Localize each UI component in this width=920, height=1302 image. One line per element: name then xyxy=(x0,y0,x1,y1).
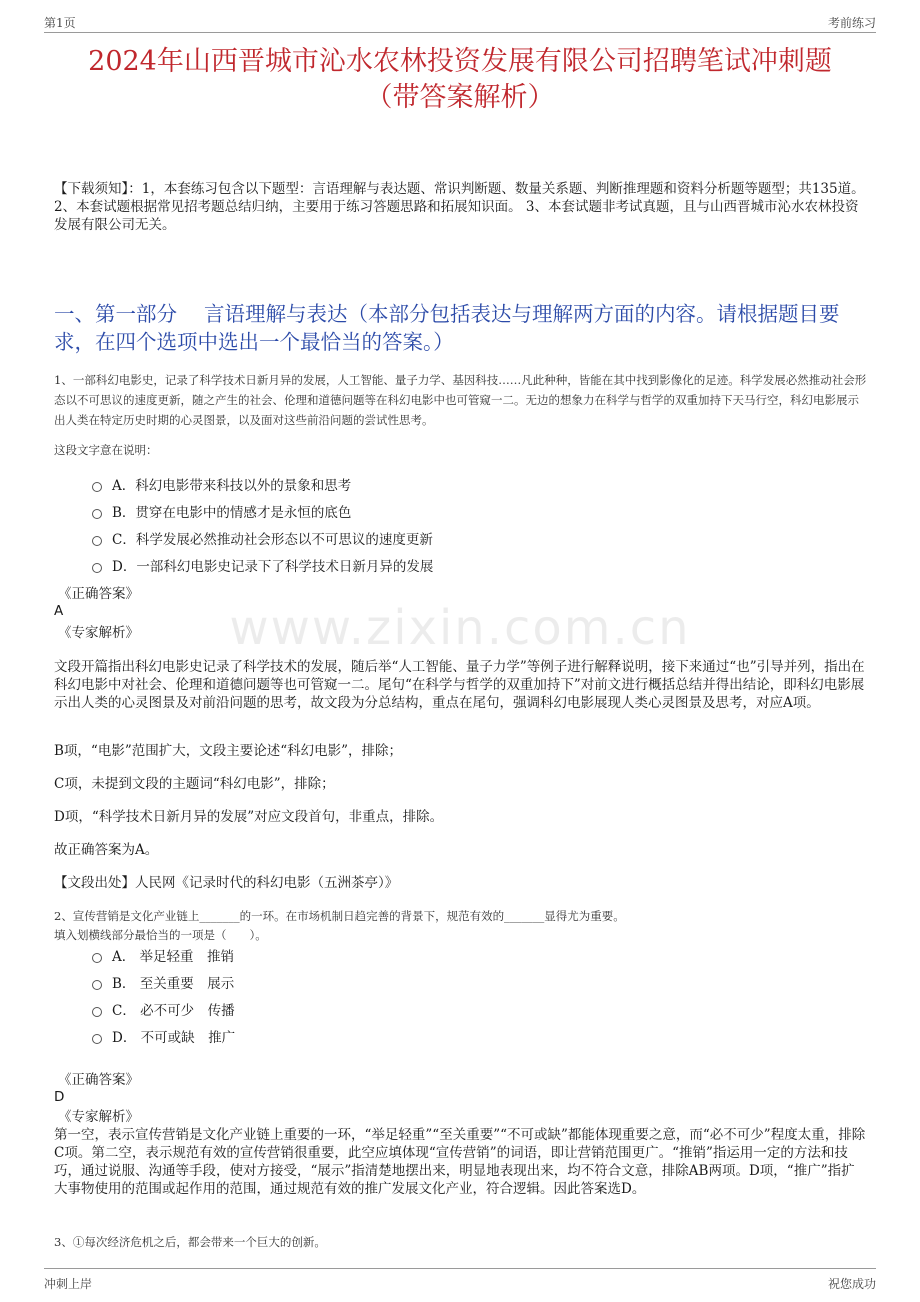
document-title xyxy=(40,44,880,116)
title-line-2: （带答案解析） xyxy=(365,82,555,113)
radio-icon[interactable] xyxy=(92,536,102,546)
q2-prompt: 填入划横线部分最恰当的一项是（ ）。 xyxy=(54,928,267,942)
q2-option-b[interactable]: B． 至关重要 展示 xyxy=(92,974,234,994)
title-line-1: 2024年山西晋城市沁水农林投资发展有限公司招聘笔试冲刺题 xyxy=(88,46,832,77)
q1-stem: 1、一部科幻电影史，记录了科学技术日新月异的发展，人工智能、量子力学、基因科技……凡此种种，皆能在其中找到影像化的足迹。科学发展必然推动社会形态以不可思议的速度更新，随之产生的社会、伦理和道德问题等在科幻电影中也可管窥一二。无边的想象力在科学与哲学的双重加持下天马行空，科幻电影展示出人类在特定历史时期的心灵图景，以及面对这些前沿问题的尝试性思考。 xyxy=(54,373,867,427)
q1-answer-label: 《正确答案》 xyxy=(58,586,139,602)
q2-stem: 2、宣传营销是文化产业链上_______的一环。在市场机制日趋完善的背景下，规范有效的_______显得尤为重要。 xyxy=(54,909,625,923)
q1-option-d[interactable]: D．一部科幻电影史记录下了科学技术日新月异的发展 xyxy=(92,557,433,577)
download-notice: 【下载须知】：1，本套练习包含以下题型：言语理解与表达题、常识判断题、数量关系题、判断推理题和资料分析题等题型；共135道。 2、本套试题根据常见招考题总结归纳，主要用于练习答题思路和拓展知识面。 3、本套试题非考试真题，且与山西晋城市沁水农林投资发展有限公司无关。 xyxy=(54,181,865,233)
q1-analysis-d: D项，“科学技术日新月异的发展”对应文段首句，非重点，排除。 xyxy=(54,809,444,825)
watermark: www.zixin.com.cn xyxy=(229,600,691,656)
section-heading: 一、第一部分 言语理解与表达（本部分包括表达与理解两方面的内容。请根据题目要求，在四个选项中选出一个最恰当的答案。） xyxy=(54,302,840,354)
q1-analysis-c: C项，未提到文段的主题词“科幻电影”，排除； xyxy=(54,776,335,792)
footer-right: 祝您成功 xyxy=(827,1277,876,1291)
radio-icon[interactable] xyxy=(92,482,102,492)
page-header xyxy=(44,12,876,33)
radio-icon[interactable] xyxy=(92,1034,102,1044)
q2-analysis: 第一空，表示宣传营销是文化产业链上重要的一环，“举足轻重”“至关重要”“不可或缺”都能体现重要之意，而“必不可少”程度太重，排除C项。第二空，表示规范有效的宣传营销很重要，此空应填体现“宣传营销”的词语，即让营销范围更广。“推销”指运用一定的方法和技巧，通过说服、沟通等手段，使对方接受，“展示”指清楚地摆出来，明显地表现出来，均不符合文意，排除AB两项。D项，“推广”指扩大事物使用的范围或起作用的范围，通过规范有效的推广发展文化产业，符合逻辑。因此答案选D。 xyxy=(54,1127,866,1197)
radio-icon[interactable] xyxy=(92,980,102,990)
q1-conclusion: 故正确答案为A。 xyxy=(54,842,159,858)
header-tag: 考前练习 xyxy=(827,16,876,30)
radio-icon[interactable] xyxy=(92,563,102,573)
footer-left: 冲刺上岸 xyxy=(44,1277,93,1291)
q1-option-c[interactable]: C．科学发展必然推动社会形态以不可思议的速度更新 xyxy=(92,530,433,550)
page-footer xyxy=(44,1268,876,1295)
radio-icon[interactable] xyxy=(92,953,102,963)
q1-analysis-label: 《专家解析》 xyxy=(58,625,139,641)
q1-option-a[interactable]: A．科幻电影带来科技以外的景象和思考 xyxy=(92,476,351,496)
q1-option-b[interactable]: B．贯穿在电影中的情感才是永恒的底色 xyxy=(92,503,351,523)
q2-answer: D xyxy=(54,1089,65,1105)
page-number: 第1页 xyxy=(44,16,76,30)
q2-option-c[interactable]: C． 必不可少 传播 xyxy=(92,1001,235,1021)
radio-icon[interactable] xyxy=(92,1007,102,1017)
q3-stem: 3、①每次经济危机之后，都会带来一个巨大的创新。 xyxy=(54,1235,326,1249)
q1-source: 【文段出处】人民网《记录时代的科幻电影（五洲茶亭）》 xyxy=(54,875,399,891)
q2-option-d[interactable]: D． 不可或缺 推广 xyxy=(92,1028,235,1048)
q2-answer-label: 《正确答案》 xyxy=(58,1072,139,1088)
q2-analysis-label: 《专家解析》 xyxy=(58,1109,139,1125)
q1-answer: A xyxy=(54,603,64,619)
q2-option-a[interactable]: A． 举足轻重 推销 xyxy=(92,947,234,967)
q1-prompt: 这段文字意在说明： xyxy=(54,443,158,457)
radio-icon[interactable] xyxy=(92,509,102,519)
q1-analysis-main: 文段开篇指出科幻电影史记录了科学技术的发展，随后举“人工智能、量子力学”等例子进行解释说明，接下来通过“也”引导并列，指出在科幻电影中对社会、伦理和道德问题等也可管窥一二。尾句“在科学与哲学的双重加持下”对前文进行概括总结并得出结论，即科幻电影展示出人类的心灵图景及对前沿问题的思考，故文段为分总结构，重点在尾句，强调科幻电影展现人类心灵图景及思考，对应A项。 xyxy=(54,659,865,711)
q1-analysis-b: B项，“电影”范围扩大，文段主要论述“科幻电影”，排除； xyxy=(54,743,403,759)
